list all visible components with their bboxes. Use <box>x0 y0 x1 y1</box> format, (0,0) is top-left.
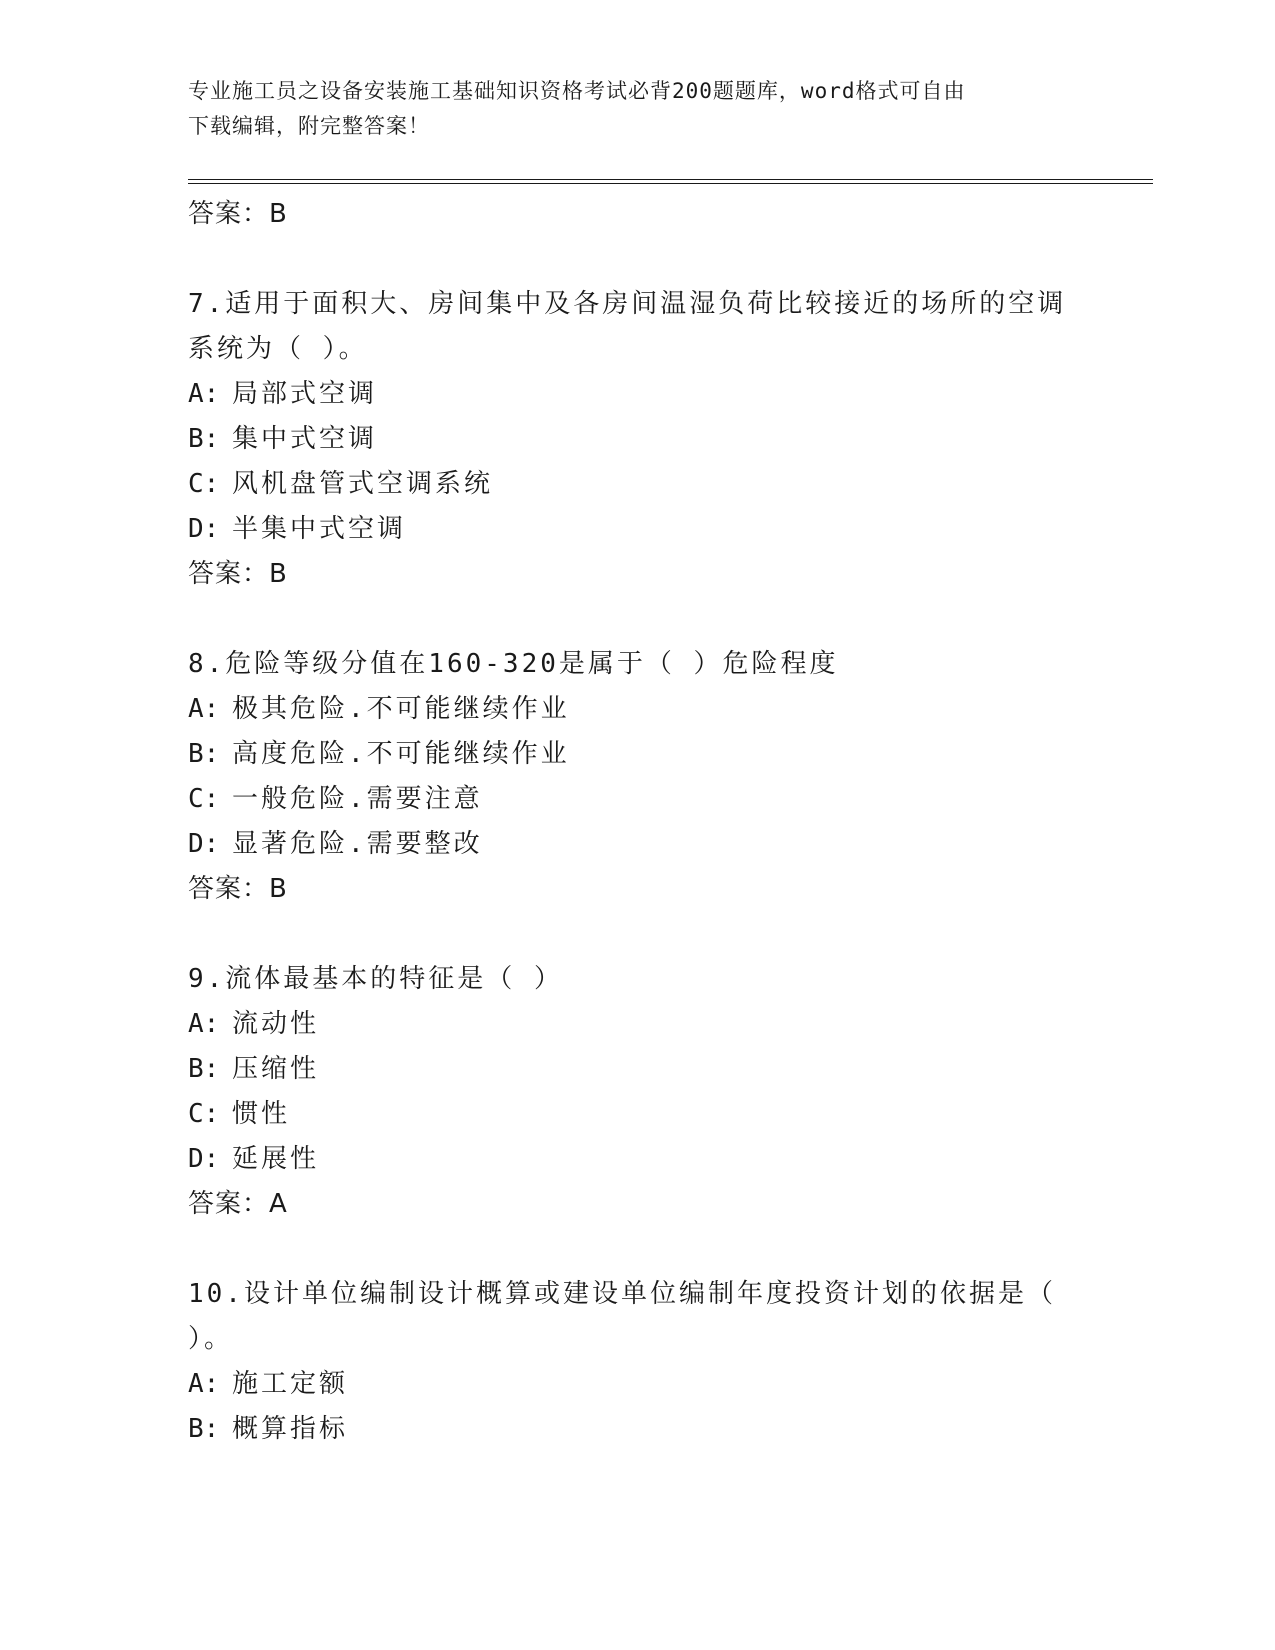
option-row <box>188 372 1088 417</box>
question-text: 9.流体最基本的特征是（ ） <box>188 964 563 994</box>
answer-line: 答案：A <box>188 1189 288 1219</box>
question-block <box>188 1272 1088 1452</box>
question-block <box>188 957 1088 1226</box>
option-text: 极其危险.不可能继续作业 <box>232 694 570 724</box>
option-row <box>188 1047 1088 1092</box>
option-letter: C: <box>188 1099 220 1129</box>
option-letter: A: <box>188 1009 220 1039</box>
question-gap <box>188 596 1088 642</box>
option-row <box>188 1092 1088 1137</box>
option-text: 半集中式空调 <box>232 514 407 544</box>
answer-line: 答案：B <box>188 559 288 589</box>
option-row <box>188 417 1088 462</box>
option-letter: B: <box>188 1414 220 1444</box>
header-line-2: 下载编辑，附完整答案！ <box>188 114 430 138</box>
question-block <box>188 642 1088 911</box>
option-letter: D: <box>188 514 220 544</box>
option-letter: C: <box>188 469 220 499</box>
question-text: 8.危险等级分值在160-320是属于（ ）危险程度 <box>188 649 839 679</box>
option-letter: B: <box>188 739 220 769</box>
option-letter: B: <box>188 1054 220 1084</box>
question-text: 系统为（ ）。 <box>188 334 368 364</box>
question-gap <box>188 1226 1088 1272</box>
option-text: 延展性 <box>232 1144 320 1174</box>
header-divider-top <box>188 179 1153 180</box>
option-text: 流动性 <box>232 1009 320 1039</box>
option-text: 惯性 <box>232 1099 291 1129</box>
option-row <box>188 462 1088 507</box>
option-text: 风机盘管式空调系统 <box>232 469 494 499</box>
option-letter: A: <box>188 379 220 409</box>
option-letter: C: <box>188 784 220 814</box>
option-text: 一般危险.需要注意 <box>232 784 483 814</box>
question-gap <box>188 236 1088 282</box>
option-text: 概算指标 <box>232 1414 349 1444</box>
option-letter: A: <box>188 1369 220 1399</box>
option-row <box>188 777 1088 822</box>
option-row <box>188 1362 1088 1407</box>
option-row <box>188 1407 1088 1452</box>
document-header <box>188 74 1068 144</box>
question-text: ）。 <box>188 1324 234 1354</box>
header-divider-bottom <box>188 183 1153 184</box>
option-row <box>188 507 1088 552</box>
option-row <box>188 822 1088 867</box>
question-text: 7.适用于面积大、房间集中及各房间温湿负荷比较接近的场所的空调 <box>188 289 1067 319</box>
option-letter: D: <box>188 829 220 859</box>
option-letter: D: <box>188 1144 220 1174</box>
option-text: 集中式空调 <box>232 424 378 454</box>
option-letter: B: <box>188 424 220 454</box>
option-text: 显著危险.需要整改 <box>232 829 483 859</box>
option-letter: A: <box>188 694 220 724</box>
option-row <box>188 1002 1088 1047</box>
option-row <box>188 1137 1088 1182</box>
question-text: 10.设计单位编制设计概算或建设单位编制年度投资计划的依据是（ <box>188 1279 1056 1309</box>
option-text: 压缩性 <box>232 1054 320 1084</box>
question-block <box>188 282 1088 596</box>
option-text: 施工定额 <box>232 1369 349 1399</box>
option-text: 局部式空调 <box>232 379 378 409</box>
question-gap <box>188 911 1088 957</box>
option-row <box>188 732 1088 777</box>
question-list <box>188 192 1088 1452</box>
header-line-1: 专业施工员之设备安装施工基础知识资格考试必背200题题库，word格式可自由 <box>188 79 966 103</box>
option-text: 高度危险.不可能继续作业 <box>232 739 570 769</box>
answer-line: 答案：B <box>188 874 288 904</box>
option-row <box>188 687 1088 732</box>
previous-answer: 答案：B <box>188 199 288 229</box>
